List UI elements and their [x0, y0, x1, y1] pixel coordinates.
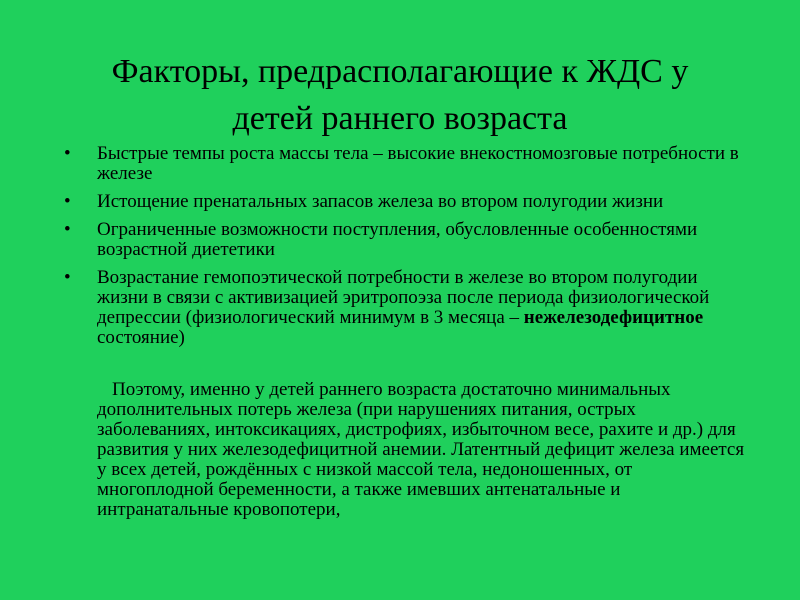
bullet-text: Быстрые темпы роста массы тела – высокие внекостномозговые потребности в железе [97, 143, 739, 184]
bullet-text: Истощение пренатальных запасов железа во втором полугодии жизни [97, 191, 664, 212]
bullet-list [64, 144, 744, 356]
bullet-dot-icon: • [64, 191, 71, 212]
bullet-item [64, 220, 744, 260]
bullet-dot-icon: • [64, 267, 71, 288]
bullet-item [64, 192, 744, 212]
title-line-2: детей раннего возраста [232, 100, 568, 137]
slide-title [60, 48, 740, 142]
title-line-1: Факторы, предрасполагающие к ЖДС у [111, 53, 689, 90]
bold-term: нежелезодефицитное [523, 307, 704, 328]
bullet-item [64, 144, 744, 184]
bullet-text-part: состояние) [97, 327, 185, 348]
bullet-text: Ограниченные возможности поступления, обусловленные особенностями возрастной диететики [97, 219, 698, 260]
bullet-dot-icon: • [64, 219, 71, 240]
bullet-item [64, 268, 744, 348]
bullet-text-part: Возрастание гемопоэтической потребности в железе во втором полугодии жизни в связи с активизацией эритропоэза после периода физиологической депрессии (физиологический минимум в 3 месяца – [97, 267, 710, 328]
bullet-dot-icon: • [64, 143, 71, 164]
bullet-text [97, 267, 709, 348]
conclusion-paragraph: Поэтому, именно у детей раннего возраста достаточно минимальных дополнительных потерь железа (при нарушениях питания, острых заболеваниях, интоксикациях, дистрофиях, избыточном весе, рахите и др.) для развития у них железодефицитной анемии. Латентный дефицит железа имеется у всех детей, рождённых с низкой массой тела, недоношенных, от многоплодной беременности, а также имевших антенатальные и интранатальные кровопотери, [97, 379, 745, 520]
